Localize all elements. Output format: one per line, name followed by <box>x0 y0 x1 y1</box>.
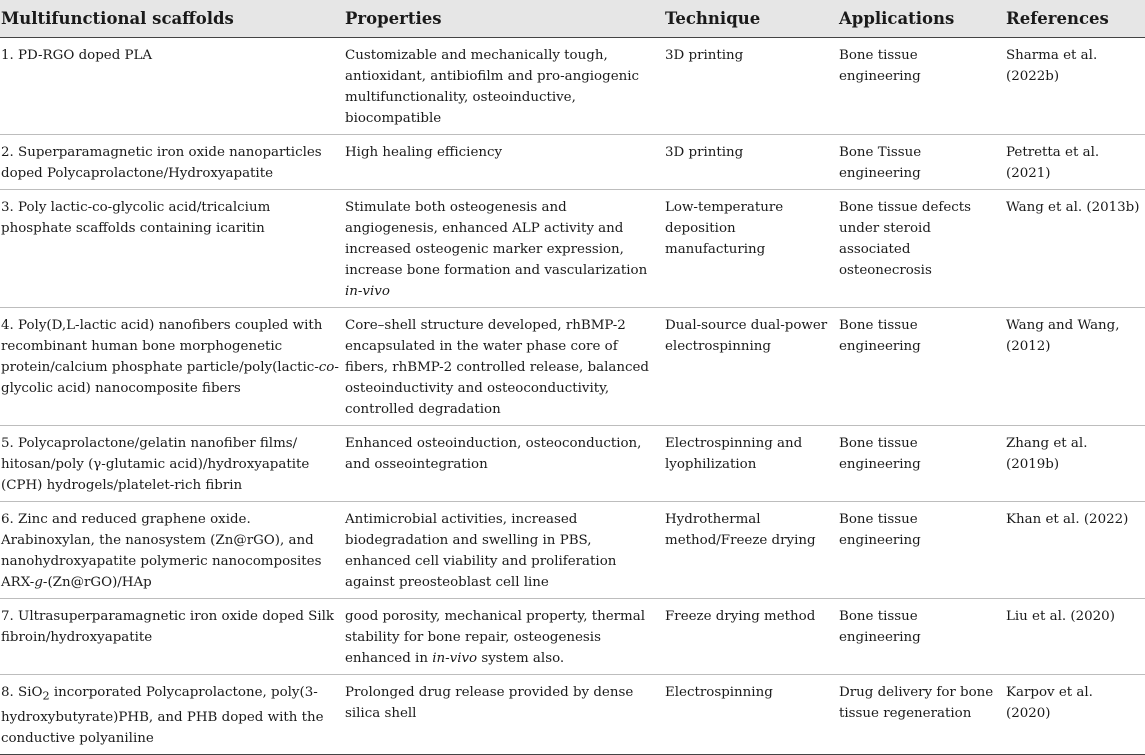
scaffold-text-end: -(Zn@rGO)/HAp <box>42 575 152 590</box>
cell-properties: Core–shell structure developed, rhBMP-2 encapsulated in the water phase core of fibers, rhBMP-2 controlled release, balanced osteoinductivity and osteoconductivity, controlled degradation <box>343 308 663 426</box>
header-applications: Applications <box>837 0 1004 38</box>
cell-scaffold <box>0 675 343 755</box>
cell-scaffold: 7. Ultrasuperparamagnetic iron oxide doped Silk fibroin/hydroxyapatite <box>0 599 343 675</box>
cell-scaffold: 5. Polycaprolactone/gelatin nanofiber films/ hitosan/poly (γ-glutamic acid)/hydroxyapatite (CPH) hydrogels/platelet-rich fibrin <box>0 426 343 502</box>
scaffold-text-end: -glycolic acid) nanocomposite fibers <box>1 360 339 396</box>
cell-scaffold: 1. PD-RGO doped PLA <box>0 38 343 135</box>
cell-applications: Bone tissue engineering <box>837 38 1004 135</box>
cell-applications: Bone tissue engineering <box>837 599 1004 675</box>
cell-technique: Dual-source dual-power electrospinning <box>663 308 837 426</box>
cell-applications: Drug delivery for bone tissue regeneration <box>837 675 1004 755</box>
table-body <box>0 38 1145 755</box>
cell-properties: High healing efficiency <box>343 135 663 190</box>
properties-text: good porosity, mechanical property, thermal stability for bone repair, osteogenesis enhanced in <box>345 609 646 666</box>
table-row <box>0 38 1145 135</box>
cell-applications: Bone tissue defects under steroid associated osteonecrosis <box>837 190 1004 308</box>
cell-properties: Customizable and mechanically tough, antioxidant, antibiofilm and pro-angiogenic multifunctionality, osteoinductive, biocompatible <box>343 38 663 135</box>
cell-technique: 3D printing <box>663 135 837 190</box>
table-row <box>0 308 1145 426</box>
cell-technique: Electrospinning <box>663 675 837 755</box>
table-row <box>0 135 1145 190</box>
cell-technique: Freeze drying method <box>663 599 837 675</box>
header-properties: Properties <box>343 0 663 38</box>
cell-properties <box>343 599 663 675</box>
scaffold-italic: g <box>34 575 43 590</box>
header-row <box>0 0 1145 38</box>
header-references: References <box>1004 0 1145 38</box>
cell-applications: Bone tissue engineering <box>837 502 1004 599</box>
cell-references: Liu et al. (2020) <box>1004 599 1145 675</box>
table-header <box>0 0 1145 38</box>
table-row <box>0 675 1145 755</box>
cell-technique: 3D printing <box>663 38 837 135</box>
cell-references: Petretta et al. (2021) <box>1004 135 1145 190</box>
cell-scaffold: 3. Poly lactic-co-glycolic acid/tricalcium phosphate scaffolds containing icaritin <box>0 190 343 308</box>
cell-technique: Low-temperature deposition manufacturing <box>663 190 837 308</box>
cell-scaffold <box>0 308 343 426</box>
cell-scaffold: 2. Superparamagnetic iron oxide nanoparticles doped Polycaprolactone/Hydroxyapatite <box>0 135 343 190</box>
cell-properties <box>343 190 663 308</box>
table-row <box>0 190 1145 308</box>
scaffold-text: 8. SiO <box>1 685 43 700</box>
cell-properties: Antimicrobial activities, increased biodegradation and swelling in PBS, enhanced cell viability and proliferation against preosteoblast cell line <box>343 502 663 599</box>
header-scaffolds: Multifunctional scaffolds <box>0 0 343 38</box>
table-row <box>0 502 1145 599</box>
cell-references: Karpov et al. (2020) <box>1004 675 1145 755</box>
cell-references: Khan et al. (2022) <box>1004 502 1145 599</box>
scaffold-subscript: 2 <box>42 689 50 703</box>
cell-references: Zhang et al. (2019b) <box>1004 426 1145 502</box>
cell-technique: Electrospinning and lyophilization <box>663 426 837 502</box>
cell-properties: Enhanced osteoinduction, osteoconduction, and osseointegration <box>343 426 663 502</box>
cell-applications: Bone Tissue engineering <box>837 135 1004 190</box>
properties-text-end: system also. <box>477 651 565 666</box>
cell-technique: Hydrothermal method/Freeze drying <box>663 502 837 599</box>
cell-applications: Bone tissue engineering <box>837 308 1004 426</box>
scaffold-text: 6. Zinc and reduced graphene oxide. Arabinoxylan, the nanosystem (Zn@rGO), and nanohydroxyapatite polymeric nanocomposites ARX- <box>1 512 322 590</box>
cell-references: Sharma et al. (2022b) <box>1004 38 1145 135</box>
cell-scaffold <box>0 502 343 599</box>
properties-italic: in-vivo <box>432 651 478 666</box>
scaffold-text-end: incorporated Polycaprolactone, poly(3-hydroxybutyrate)PHB, and PHB doped with the conductive polyaniline <box>1 685 324 746</box>
header-technique: Technique <box>663 0 837 38</box>
cell-properties: Prolonged drug release provided by dense silica shell <box>343 675 663 755</box>
properties-text: Stimulate both osteogenesis and angiogenesis, enhanced ALP activity and increased osteogenic marker expression, increase bone formation and vascularization <box>345 200 648 278</box>
cell-references: Wang et al. (2013b) <box>1004 190 1145 308</box>
table-row <box>0 426 1145 502</box>
scaffold-italic: co <box>318 360 335 375</box>
cell-references: Wang and Wang, (2012) <box>1004 308 1145 426</box>
scaffold-text: 4. Poly(D,L-lactic acid) nanofibers coupled with recombinant human bone morphogenetic protein/calcium phosphate particle/poly(lactic- <box>1 318 323 375</box>
properties-italic: in-vivo <box>345 284 390 299</box>
table-row <box>0 599 1145 675</box>
cell-applications: Bone tissue engineering <box>837 426 1004 502</box>
